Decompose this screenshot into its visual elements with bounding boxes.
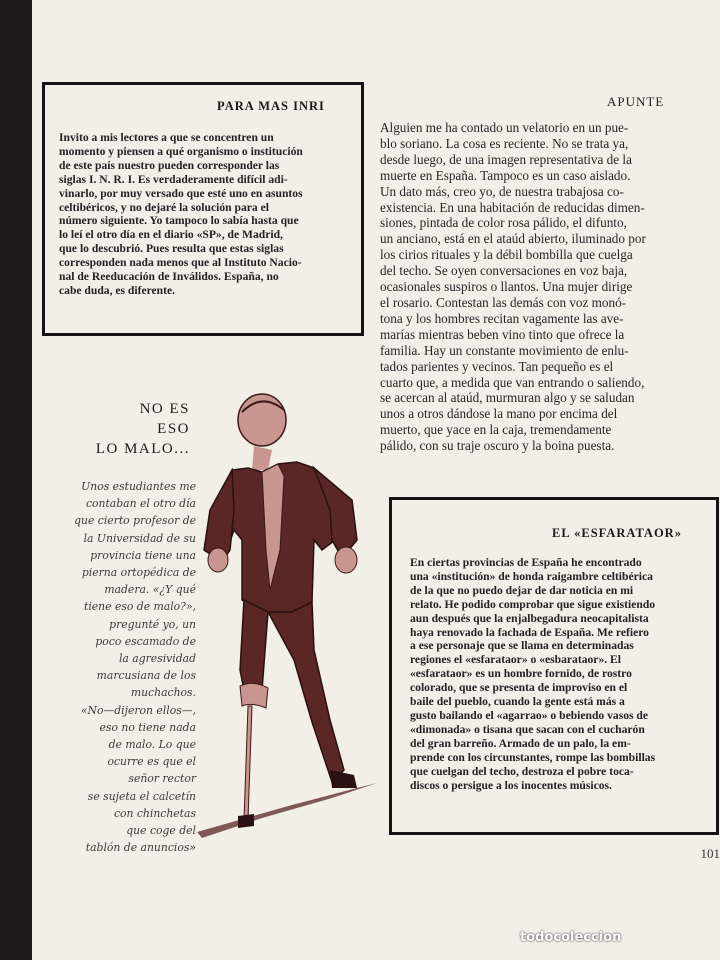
text-line: En ciertas provincias de España he encontrado	[410, 556, 642, 569]
title-line: LO MALO...	[95, 441, 190, 457]
para-mas-inri-box	[42, 82, 364, 336]
text-line: aun después que la enjalbegadura neocapitalista	[410, 611, 649, 625]
text-line: gusto bailando el «agarrao» o bebiendo vasos de	[410, 708, 649, 722]
text-line: de malo. Lo que	[108, 738, 196, 752]
text-line: existencia. En una habitación de reducidas dimen-	[380, 199, 645, 215]
text-line: pierna ortopédica de	[81, 566, 196, 580]
text-line: Un dato más, creo yo, de nuestra trabajosa co-	[380, 183, 624, 199]
text-line: siglas I. N. R. I. Es verdaderamente difícil adi-	[59, 172, 288, 186]
title-line: ESO	[157, 421, 190, 437]
text-line: cuarto que, a medida que van entrando o saliendo,	[380, 374, 645, 390]
text-line: blo soriano. La cosa es reciente. No se trata ya,	[380, 135, 629, 151]
no-es-eso-title	[62, 399, 190, 459]
text-line: una «institución» de honda raigambre celtibérica	[410, 569, 653, 583]
text-line: discos o persigue a los inocentes músicos.	[410, 778, 612, 792]
text-line: «esfarataor» es un hombre fornido, de rostro	[410, 667, 632, 681]
text-line: del techo. Se oyen conversaciones en voz baja,	[380, 263, 628, 279]
text-line: «dimonada» o tisana que sacan con el cucharón	[410, 722, 645, 736]
text-line: unos a otros dándose la mano por encima del	[380, 406, 618, 422]
text-line: Unos estudiantes me	[81, 480, 196, 493]
text-line: pregunté yo, un	[109, 617, 196, 631]
text-line: señor rector	[128, 772, 196, 786]
text-line: muchachos.	[130, 686, 196, 700]
text-line: ocasionales suspiros o llantos. Una mujer dirige	[380, 279, 633, 295]
text-line: prende con los circunstantes, rompe las bombillas	[410, 750, 656, 764]
text-line: que cierto profesor de	[74, 514, 196, 528]
text-line: madera. «¿Y qué	[104, 583, 196, 597]
text-line: «No—dijeron ellos—,	[80, 703, 196, 717]
no-es-eso-text	[32, 478, 196, 856]
text-line: poco escamado de	[95, 634, 196, 648]
text-line: Alguien me ha contado un velatorio en un pue-	[380, 120, 629, 135]
text-line: Invito a mis lectores a que se concentren un	[59, 131, 274, 144]
title-line: NO ES	[139, 401, 190, 417]
text-line: regiones el «esfarataor» o «esbarataor». El	[410, 653, 622, 667]
text-line: un anciano, está en el ataúd abierto, iluminado por	[380, 231, 646, 247]
text-line: la Universidad de su	[83, 531, 196, 545]
text-line: el rosario. Contestan las demás con voz monó-	[380, 294, 627, 310]
text-line: marías mientras beben vino tinto que ofrece la	[380, 326, 625, 342]
text-line: relato. He podido comprobar que sigue existiendo	[410, 597, 656, 611]
text-line: desde luego, de una imagen representativa de la	[380, 151, 632, 167]
text-line: tablón de anuncios»	[85, 841, 196, 855]
text-line: corresponden nada menos que al Instituto Nacio-	[59, 256, 302, 270]
para-mas-inri-title: PARA MAS INRI	[217, 99, 325, 113]
text-line: muerte en España. Tampoco es un caso aislado.	[380, 167, 631, 183]
text-line: cabe duda, es diferente.	[59, 283, 176, 297]
text-line: nal de Reeducación de Inválidos. España, no	[59, 270, 279, 284]
text-line: marcusiana de los	[96, 669, 196, 683]
text-line: que cuelgan del techo, destroza el pobre toca-	[410, 764, 634, 778]
text-line: muerto, que yace en la caja, tremendamente	[380, 422, 612, 438]
text-line: lo leí el otro día en el diario «SP», de Madrid,	[59, 228, 283, 242]
el-esfarataor-title: EL «ESFARATAOR»	[552, 526, 682, 540]
text-line: que lo descubrió. Pues resulta que estas siglas	[59, 242, 284, 256]
text-line: número siguiente. Yo tampoco lo sabía hasta que	[59, 214, 299, 228]
text-line: la agresividad	[118, 652, 196, 666]
text-line: tiene eso de malo?»,	[83, 600, 196, 614]
text-line: los cirios rituales y la débil bombilla que cuelga	[380, 247, 633, 263]
page-number: 101	[700, 846, 720, 861]
text-line: pálido, con su traje oscuro y la boina puesta.	[380, 438, 615, 454]
text-line: tados parientes y vecinos. Tan pequeño es el	[380, 358, 614, 374]
text-line: eso no tiene nada	[99, 720, 196, 734]
text-line: a ese personaje que se llama en determinadas	[410, 639, 634, 653]
text-line: se sujeta el calcetín	[87, 789, 196, 803]
text-line: baile del pueblo, cuando la gente está más a	[410, 695, 625, 709]
text-line: de este país nuestro pueden corresponder las	[59, 158, 280, 172]
text-line: provincia tiene una	[90, 548, 196, 562]
text-line: contaban el otro día	[85, 497, 196, 511]
el-esfarataor-text	[410, 556, 706, 792]
text-line: momento y piensen a qué organismo o institución	[59, 144, 303, 158]
text-line: haya renovado la fachada de España. Me refiero	[410, 625, 649, 639]
text-line: celtibéricos, y no dejaré la solución para el	[59, 200, 269, 214]
el-esfarataor-box	[389, 497, 719, 835]
text-line: se acercan al ataúd, murmuran algo y se saludan	[380, 390, 635, 406]
apunte-text	[380, 120, 694, 454]
text-line: siones, pintada de color rosa pálido, el difunto,	[380, 215, 627, 231]
man-with-wooden-leg-illustration	[182, 390, 382, 850]
text-line: familia. Hay un constante movimiento de enlu-	[380, 342, 629, 358]
text-line: vinarlo, por muy versado que esté uno en asuntos	[59, 186, 303, 200]
text-line: tona y los hombres recitan vagamente las ave-	[380, 310, 624, 326]
text-line: ocurre es que el	[107, 755, 196, 769]
para-mas-inri-text	[59, 131, 349, 298]
apunte-title: APUNTE	[607, 94, 665, 109]
page	[32, 0, 720, 960]
text-line: colorado, que se presenta de improviso en el	[410, 681, 628, 695]
text-line: que coge del	[126, 824, 196, 838]
text-line: con chinchetas	[113, 806, 196, 820]
text-line: de la que no puedo dejar de dar noticia en mi	[410, 583, 634, 597]
text-line: del gran barreño. Armado de un palo, la em-	[410, 736, 631, 750]
todocoleccion-watermark: todocoleccion	[520, 930, 622, 945]
